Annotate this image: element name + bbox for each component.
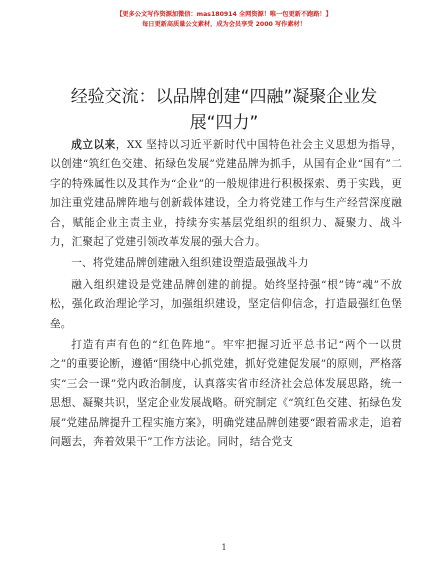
promo-banner-line2: 每日更新高质量公文素材，成为会员享受 2000 写作素材！ [142, 21, 306, 28]
paragraph-2: 融入组织建设是党建品牌创建的前提。始终坚持强“根”铸“魂”不放松，强化政治理论学习，加强组织建设，坚定信仰信念，打造最强红色堡垒。 [50, 278, 402, 330]
document-body [50, 136, 402, 453]
page-number: 1 [221, 543, 227, 552]
intro-lead: 成立以来 [71, 139, 116, 151]
document-title [30, 84, 418, 136]
intro-text: ，XX 坚持以习近平新时代中国特色社会主义思想为指导，以创建“筑红色交建、拓绿色发展”党建品牌为抓手，从国有企业“国有”二字的特殊属性以及其作为“企业”的一般规律进行积极探索、勇于实践，更加注重党建品牌阵地与创新载体建设，全力将党建工作与生产经营深度融合，赋能企业主责主业，持续夯实基层党组织的组织力、凝聚力、战斗力，汇聚起了党建引领改革发展的强大合力。 [50, 139, 402, 249]
title-line1: 经验交流：以品牌创建“四融”凝聚企业发 [70, 87, 378, 107]
section-heading-1: 一、将党建品牌创建融入组织建设塑造最强战斗力 [71, 257, 309, 270]
promo-banner-line1: 【更多公文写作资源加微信：mas180914 全网资源！唯一包更新不跑路！】 [116, 11, 332, 18]
paragraph-3: 打造有声有色的“红色阵地”。牢牢把握习近平总书记“两个一以贯之”的重要论断，遵循“围绕中心抓党建，抓好党建促发展”的原则，严格落实“三会一课”党内政治制度，认真落实省市经济社会总体发展思路，统一思想、凝聚共识，坚定企业发展战略。研究制定《“筑红色交建、拓绿色发展”党建品牌提升工程实施方案》，明确党建品牌创建要“跟着需求走，追着问题去，奔着效果干”工作方法论。同时，结合党支 [50, 339, 402, 449]
promo-banner [0, 10, 448, 30]
paragraph-intro [50, 136, 402, 252]
title-line2: 展“四力” [189, 113, 259, 133]
